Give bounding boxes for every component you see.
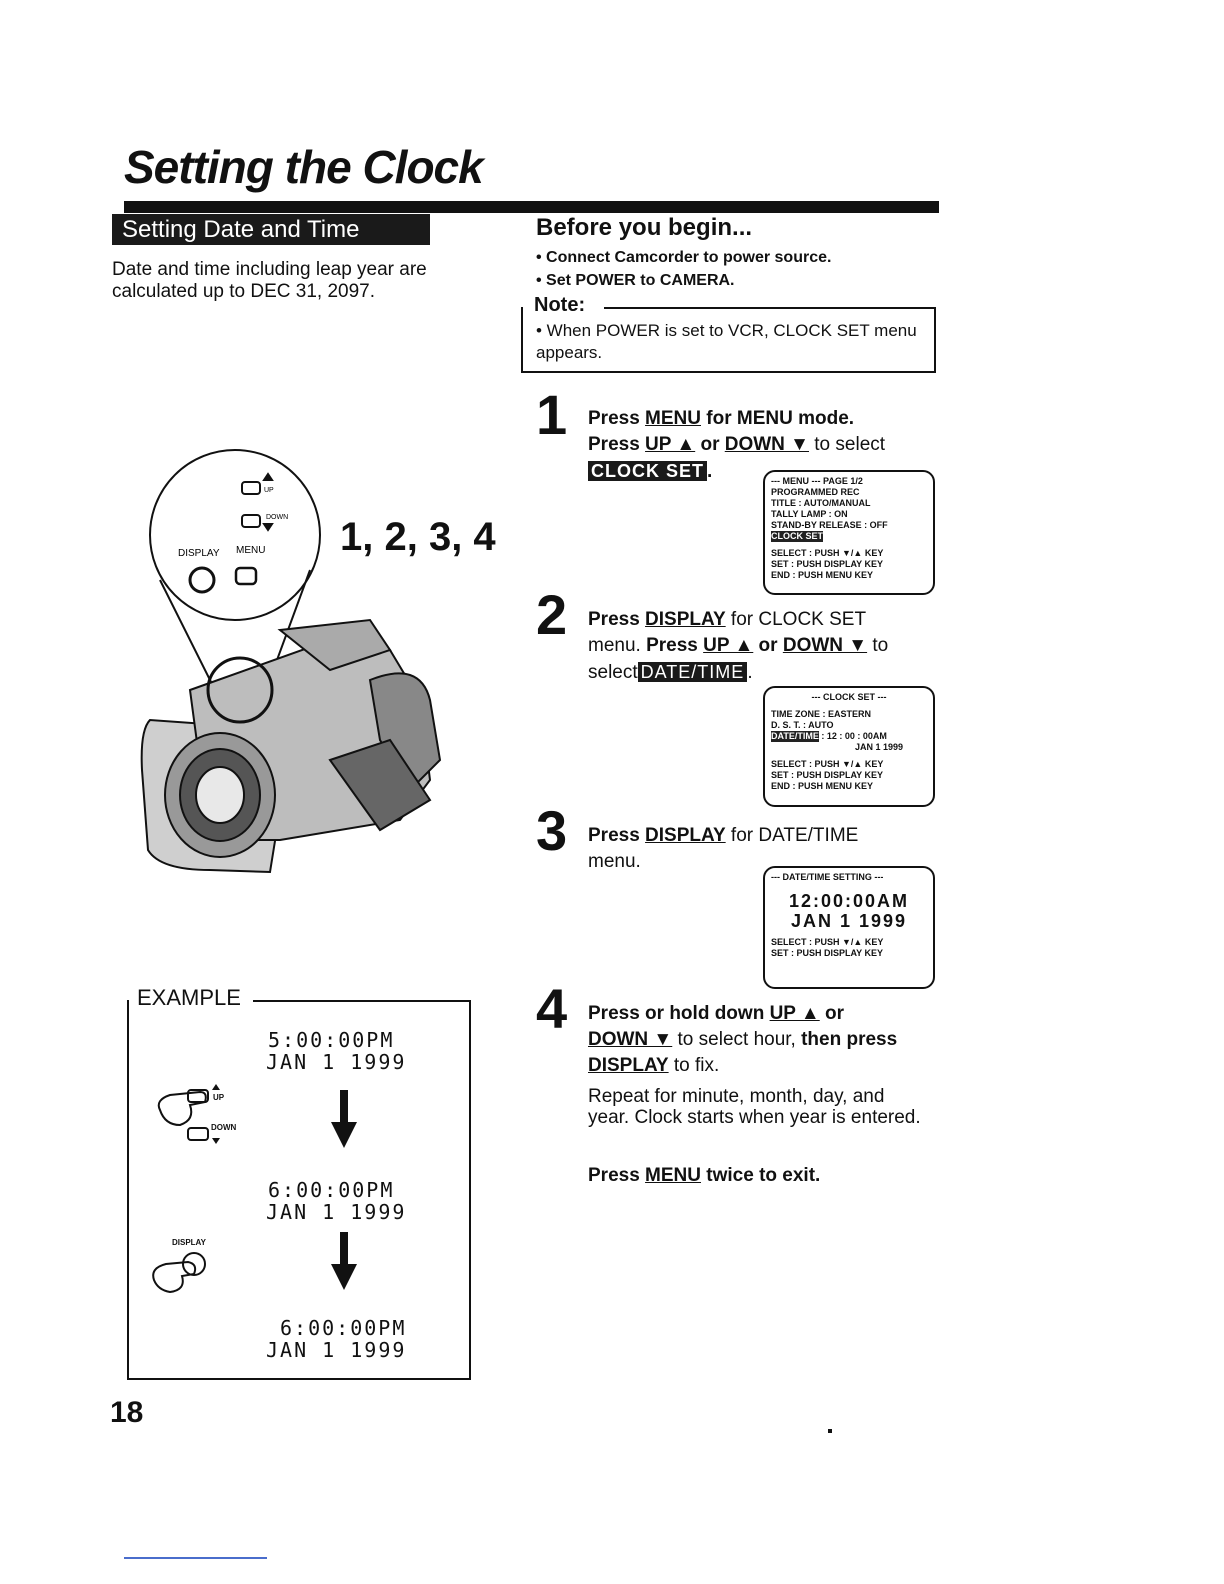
display-hand-icon [148, 1248, 218, 1298]
step-text-part: Press [646, 635, 704, 656]
date-time-highlight: DATE/TIME [638, 662, 748, 682]
down-key-ref: DOWN ▼ [724, 434, 809, 455]
step-text-part: Press [588, 1165, 646, 1186]
up-key-ref: UP ▲ [645, 434, 696, 455]
menu-button-icon [236, 568, 256, 584]
before-list [536, 246, 936, 292]
before-item: • Connect Camcorder to power source. [536, 249, 832, 266]
screen-highlight: DATE/TIME [771, 731, 819, 741]
step-4-text [588, 1001, 938, 1079]
section-label: Setting Date and Time [112, 214, 430, 245]
example-top-line [253, 1000, 471, 1002]
step-text-part: to [867, 635, 889, 656]
screen-header: --- DATE/TIME SETTING --- [771, 872, 884, 882]
display-button-icon [190, 568, 214, 592]
note-top-line [604, 307, 936, 309]
display-label: DISPLAY [178, 548, 220, 559]
screen-foot: SET : PUSH DISPLAY KEY [771, 559, 884, 569]
step-text-part: then press [801, 1029, 898, 1050]
up-label: UP [264, 487, 274, 494]
screen-row: PROGRAMMED REC [771, 487, 860, 497]
screen-foot: SET : PUSH DISPLAY KEY [771, 770, 884, 780]
intro-text: Date and time including leap year are calculated up to DEC 31, 2097. [112, 259, 427, 302]
before-item: • Set POWER to CAMERA. [536, 272, 735, 289]
menu-label: MENU [236, 545, 266, 556]
step-text-part: Press [588, 609, 646, 630]
step-text-part: Press [588, 408, 646, 429]
step-text-part: or [695, 434, 725, 455]
step-3-number: 3 [536, 799, 568, 862]
example-time-3: 6:00:00PM [280, 1316, 407, 1340]
step-text-part: Press [588, 825, 646, 846]
before-you-begin [536, 214, 936, 292]
step-text-part: . [747, 662, 753, 683]
step-text-part: menu. [588, 851, 641, 872]
footer-dot [828, 1429, 832, 1433]
step-text-part: for DATE/TIME [725, 825, 859, 846]
step-text-part: select [588, 662, 638, 683]
screen-date: JAN 1 1999 [790, 911, 908, 931]
before-heading: Before you begin... [536, 214, 753, 241]
display-key-ref: DISPLAY [645, 825, 726, 846]
example-down-label: DOWN [211, 1123, 237, 1132]
note-title: Note: [534, 294, 586, 316]
step-text-part: menu. [588, 635, 647, 656]
example-date-2: JAN 1 1999 [266, 1200, 407, 1224]
step-text-part: or [819, 1003, 844, 1024]
menu-screen [763, 470, 935, 595]
step-text-part: to select [809, 434, 886, 455]
menu-key-ref: MENU [645, 408, 701, 429]
down-label: DOWN [266, 514, 289, 521]
screen-header: --- MENU --- PAGE 1/2 [771, 476, 863, 486]
example-date-3: JAN 1 1999 [266, 1338, 407, 1362]
screen-value: : 12 : 00 : 00AM [821, 731, 887, 741]
camcorder-body [142, 620, 440, 872]
example-time-2: 6:00:00PM [268, 1178, 395, 1202]
step-text-part: Press or hold down [588, 1003, 770, 1024]
clock-set-screen [763, 686, 935, 807]
screen-foot: END : PUSH MENU KEY [771, 570, 874, 580]
step-2-number: 2 [536, 583, 568, 646]
step-text-part: to select hour, [672, 1029, 802, 1050]
clock-set-highlight: CLOCK SET [588, 461, 707, 481]
example-display-label: DISPLAY [172, 1238, 206, 1247]
screen-highlight: CLOCK SET [771, 531, 824, 541]
step-text-part: twice to exit. [701, 1165, 821, 1186]
camcorder-illustration [130, 440, 470, 890]
menu-key-ref: MENU [645, 1165, 701, 1186]
down-arrow-icon [331, 1232, 357, 1290]
down-key-ref: DOWN ▼ [782, 635, 868, 656]
title-rule [124, 201, 939, 213]
step-text-part: for CLOCK SET [725, 609, 867, 630]
up-key-ref: UP ▲ [703, 635, 754, 656]
step-4-repeat: Repeat for minute, month, day, and year. Clock starts when year is entered. [588, 1086, 921, 1128]
screen-row: TITLE : AUTO/MANUAL [771, 498, 871, 508]
screen-foot: SELECT : PUSH ▼/▲ KEY [771, 937, 884, 947]
down-key-ref: DOWN ▼ [588, 1029, 673, 1050]
step-text-part: . [707, 461, 713, 482]
note-text: • When POWER is set to VCR, CLOCK SET menu appears. [536, 321, 917, 362]
step-text-part: for MENU mode. [701, 408, 855, 429]
screen-header: --- CLOCK SET --- [811, 692, 887, 702]
screen-foot: SELECT : PUSH ▼/▲ KEY [771, 759, 884, 769]
display-key-ref: DISPLAY [588, 1055, 669, 1076]
screen-row: D. S. T. : AUTO [771, 720, 834, 730]
screen-date: JAN 1 1999 [855, 742, 904, 752]
screen-foot: SET : PUSH DISPLAY KEY [771, 948, 884, 958]
example-up-label: UP [213, 1093, 225, 1102]
screen-foot: SELECT : PUSH ▼/▲ KEY [771, 548, 884, 558]
up-key-ref: UP ▲ [769, 1003, 820, 1024]
up-down-hand-icon [150, 1080, 250, 1150]
step-1-number: 1 [536, 383, 568, 446]
screen-time: 12:00:00AM [788, 891, 910, 911]
screen-foot: END : PUSH MENU KEY [771, 781, 874, 791]
screen-row: TALLY LAMP : ON [771, 509, 848, 519]
example-time-1: 5:00:00PM [268, 1028, 395, 1052]
footer-line [124, 1557, 267, 1559]
step-text-part: or [753, 635, 783, 656]
display-key-ref: DISPLAY [645, 609, 726, 630]
step-callout: 1, 2, 3, 4 [340, 515, 496, 559]
example-date-1: JAN 1 1999 [266, 1050, 407, 1074]
page-number: 18 [110, 1396, 144, 1429]
step-4-exit [588, 1163, 820, 1189]
step-text-part: to fix. [668, 1055, 720, 1076]
step-2-text [588, 607, 888, 686]
example-label: EXAMPLE [137, 985, 241, 1010]
step-4-number: 4 [536, 977, 568, 1040]
date-time-screen [763, 866, 935, 989]
screen-row: TIME ZONE : EASTERN [771, 709, 872, 719]
step-text-part: Press [588, 434, 646, 455]
down-arrow-icon [331, 1090, 357, 1148]
page-title: Setting the Clock [124, 141, 483, 193]
screen-row: STAND-BY RELEASE : OFF [771, 520, 888, 530]
